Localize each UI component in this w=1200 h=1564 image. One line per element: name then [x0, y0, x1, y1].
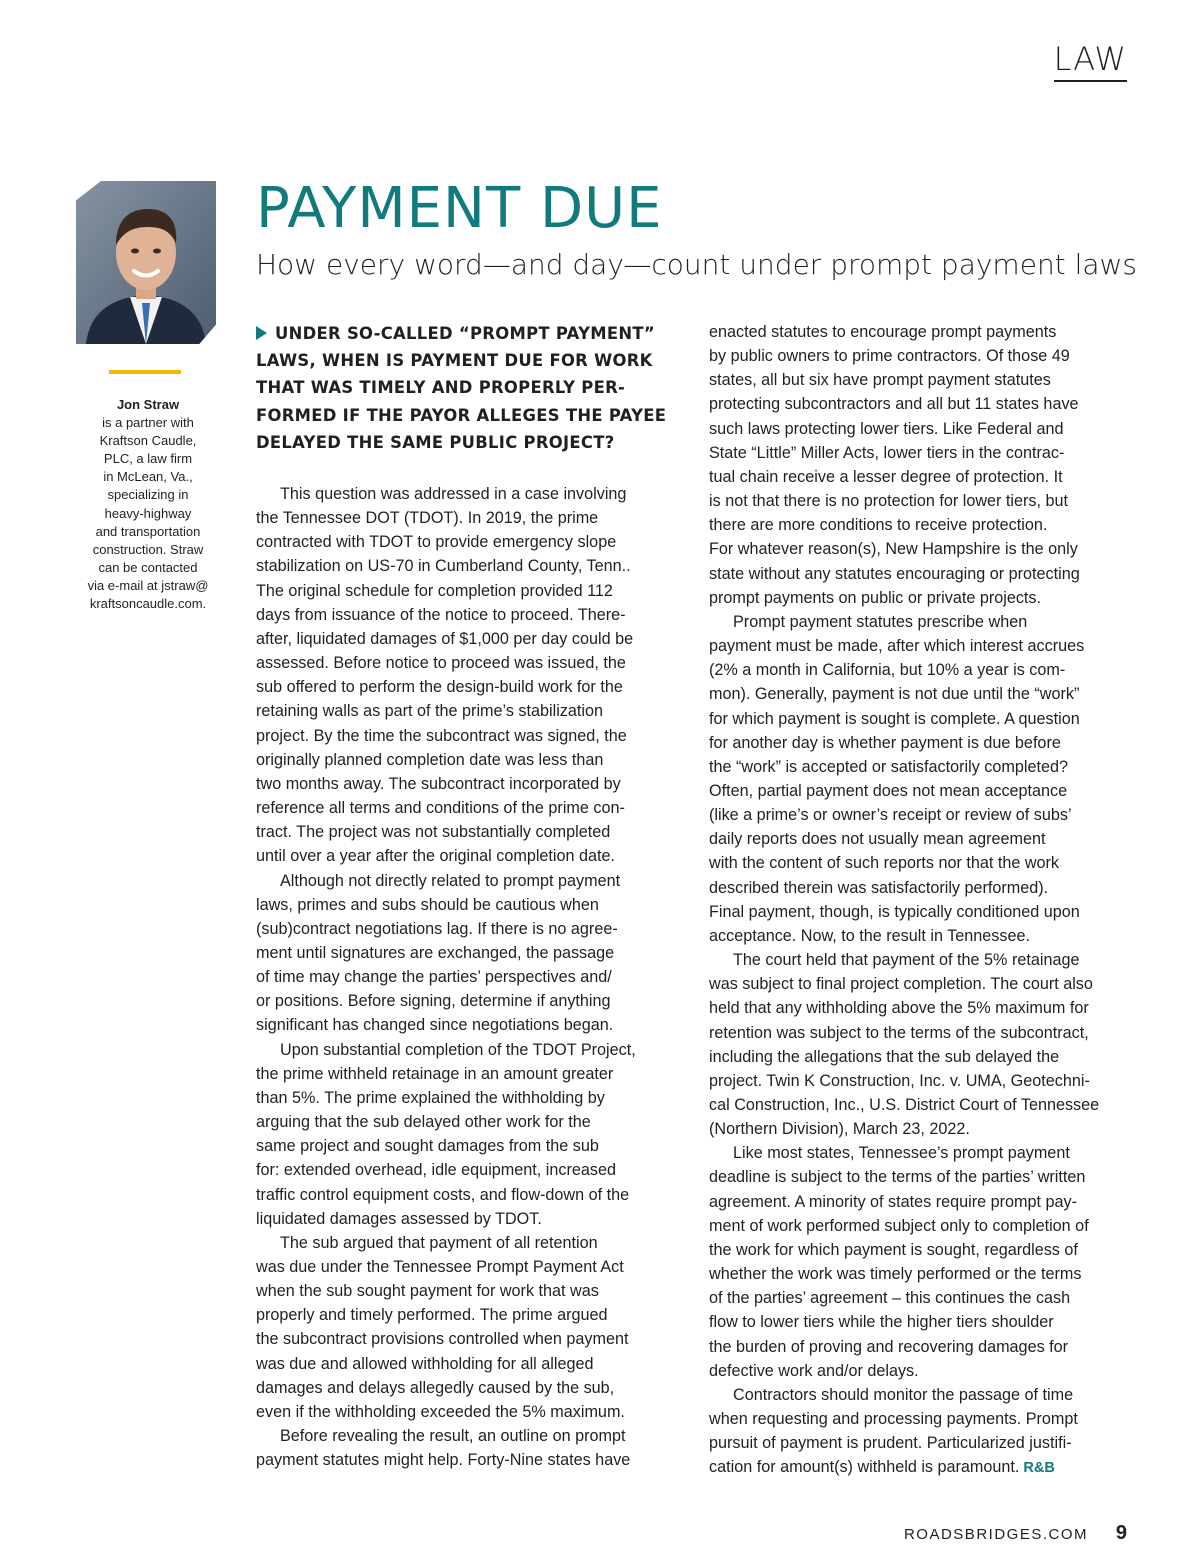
article-line: cal Construction, Inc., U.S. District Court of Tennessee — [709, 1096, 1100, 1114]
article-line: after, liquidated damages of $1,000 per day could be — [256, 629, 634, 648]
article-line: enacted statutes to encourage prompt payments — [709, 323, 1057, 341]
article-line: Final payment, though, is typically conditioned upon — [709, 902, 1080, 921]
article-line: contracted with TDOT to provide emergency slope — [256, 533, 617, 552]
article-line: The court held that payment of the 5% retainage — [733, 951, 1080, 970]
article-line: there are more conditions to receive protection. — [709, 516, 1048, 535]
article-line: when requesting and processing payments. Prompt — [709, 1410, 1078, 1429]
article-line: the subcontract provisions controlled when payment — [256, 1330, 629, 1349]
article-line: tual chain receive a lesser degree of protection. It — [709, 467, 1063, 486]
bio-line: construction. Straw — [92, 541, 204, 557]
play-arrow-icon — [256, 326, 267, 340]
article-line: was due and allowed withholding for all alleged — [256, 1354, 594, 1373]
article-line: ment of work performed subject only to completion of — [709, 1216, 1089, 1235]
lede — [256, 320, 676, 456]
article-line: (sub)contract negotiations lag. If there is no agree- — [256, 919, 618, 938]
article-line: reference all terms and conditions of the prime con- — [256, 799, 625, 818]
bio-line: is a partner with — [102, 415, 194, 431]
article-line: significant has changed since negotiations began. — [256, 1016, 614, 1035]
article-line: two months away. The subcontract incorporated by — [256, 774, 621, 793]
article-line: by public owners to prime contractors. Of those 49 — [709, 347, 1070, 366]
article-line: is not that there is no protection for lower tiers, but — [709, 492, 1069, 511]
article-line: the Tennessee DOT (TDOT). In 2019, the prime — [256, 509, 599, 528]
article-line: tract. The project was not substantially completed — [256, 823, 611, 842]
article-line: Although not directly related to prompt payment — [280, 871, 621, 890]
article-line: (Northern Division), March 23, 2022. — [709, 1120, 970, 1139]
article-line: originally planned completion date was less than — [256, 750, 604, 769]
article-line: (like a prime’s or owner’s receipt or review of subs’ — [709, 806, 1072, 825]
article-line: agreement. A minority of states require prompt pay- — [709, 1192, 1077, 1211]
article-line: sub offered to perform the design-build work for the — [256, 678, 623, 697]
article-line: of time may change the parties’ perspectives and/ — [256, 968, 612, 987]
article-line: retention was subject to the terms of the subcontract, — [709, 1023, 1089, 1042]
article-line: Upon substantial completion of the TDOT Project, — [280, 1040, 636, 1059]
article-line: even if the withholding exceeded the 5% maximum. — [256, 1402, 625, 1421]
article-line: project. Twin K Construction, Inc. v. UMA, Geotechni- — [709, 1071, 1090, 1090]
section-tag: LAW — [1054, 40, 1127, 82]
article-text-right — [709, 320, 1131, 1481]
article-line: Like most states, Tennessee’s prompt payment — [733, 1144, 1070, 1163]
author-bio — [70, 396, 226, 613]
article-line: liquidated damages assessed by TDOT. — [256, 1209, 542, 1228]
article-line: properly and timely performed. The prime argued — [256, 1306, 608, 1325]
article-line: the prime withheld retainage in an amount greater — [256, 1064, 614, 1083]
article-line: State “Little” Miller Acts, lower tiers in the contrac- — [709, 443, 1065, 462]
lede-line: FORMED IF THE PAYOR ALLEGES THE PAYEE — [256, 405, 667, 425]
article-line: the “work” is accepted or satisfactorily completed? — [709, 757, 1068, 776]
article-line: stabilization on US-70 in Cumberland County, Tenn.. — [256, 557, 631, 576]
bio-line: via e-mail at jstraw@ — [87, 577, 209, 593]
article-line: such laws protecting lower tiers. Like Federal and — [709, 419, 1064, 438]
author-photo — [76, 181, 216, 344]
article-line: held that any withholding above the 5% maximum for — [709, 999, 1089, 1018]
article-line: mon). Generally, payment is not due until the “work” — [709, 685, 1080, 704]
article-line: The original schedule for completion provided 112 — [256, 581, 613, 600]
article-line: laws, primes and subs should be cautious when — [256, 895, 599, 914]
article-line: described therein was satisfactorily performed). — [709, 878, 1049, 897]
sidebar-divider — [109, 370, 181, 374]
deck: How every word—and day—count under prompt payment laws — [256, 248, 1137, 281]
article-line: pursuit of payment is prudent. Particularized justifi- — [709, 1434, 1072, 1453]
article-line: cation for amount(s) withheld is paramount. R&B — [709, 1458, 1055, 1477]
article-line: until over a year after the original completion date. — [256, 847, 616, 866]
article-line: retaining walls as part of the prime’s stabilization — [256, 702, 604, 721]
end-mark: R&B — [1023, 1460, 1055, 1477]
bio-line: kraftsoncaudle.com. — [89, 596, 207, 612]
article-line: deadline is subject to the terms of the parties’ written — [709, 1168, 1086, 1187]
bio-line: PLC, a law firm — [103, 451, 193, 467]
article-column-left — [256, 320, 676, 1472]
article-line: with the content of such reports nor that the work — [709, 854, 1060, 873]
article-line: when the sub sought payment for work that was — [256, 1282, 599, 1301]
article-line: (2% a month in California, but 10% a year is com- — [709, 661, 1066, 680]
author-name: Jon Straw — [116, 397, 180, 412]
article-line: The sub argued that payment of all retention — [280, 1233, 598, 1252]
article-line: state without any statutes encouraging or protecting — [709, 564, 1080, 583]
article-line: the work for which payment is sought, regardless of — [709, 1240, 1078, 1259]
bio-line: in McLean, Va., — [103, 469, 193, 485]
article-line: whether the work was timely performed or the terms — [709, 1265, 1082, 1284]
lede-line: DELAYED THE SAME PUBLIC PROJECT? — [256, 432, 615, 452]
article-line: damages and delays allegedly caused by the sub, — [256, 1378, 615, 1397]
article-line: daily reports does not usually mean agreement — [709, 830, 1046, 849]
author-bio-text — [70, 414, 226, 613]
lede-line: THAT WAS TIMELY AND PROPERLY PER- — [256, 378, 626, 398]
article-line: For whatever reason(s), New Hampshire is the only — [709, 540, 1078, 559]
article-line: project. By the time the subcontract was signed, the — [256, 726, 627, 745]
bio-line: can be contacted — [98, 559, 198, 575]
bio-line: heavy-highway — [104, 505, 192, 521]
article-line: Prompt payment statutes prescribe when — [733, 612, 1028, 631]
article-line: was due under the Tennessee Prompt Payment Act — [256, 1258, 624, 1277]
article-line: or positions. Before signing, determine if anything — [256, 992, 611, 1011]
article-line: This question was addressed in a case involving — [280, 485, 627, 504]
article-line: Before revealing the result, an outline on prompt — [280, 1427, 626, 1446]
footer-site: ROADSBRIDGES.COM — [903, 1526, 1088, 1543]
article-line: for which payment is sought is complete. A question — [709, 709, 1080, 728]
bio-line: and transportation — [95, 523, 201, 539]
article-line: flow to lower tiers while the higher tiers shoulder — [709, 1313, 1054, 1332]
article-line: payment must be made, after which interest accrues — [709, 637, 1085, 656]
article-line: assessed. Before notice to proceed was issued, the — [256, 654, 626, 673]
article-line: payment statutes might help. Forty-Nine states have — [256, 1451, 631, 1470]
article-text-left — [256, 482, 676, 1472]
article-line: arguing that the sub delayed other work for the — [256, 1113, 591, 1132]
lede-line: LAWS, WHEN IS PAYMENT DUE FOR WORK — [256, 351, 653, 371]
article-line: acceptance. Now, to the result in Tennessee. — [709, 926, 1030, 945]
article-line: states, all but six have prompt payment statutes — [709, 371, 1051, 390]
article-line: traffic control equipment costs, and flow-down of the — [256, 1185, 630, 1204]
article-line: ment until signatures are exchanged, the passage — [256, 943, 615, 962]
article-line: for: extended overhead, idle equipment, increased — [256, 1161, 616, 1180]
page-number: 9 — [1115, 1522, 1127, 1544]
article-line: for another day is whether payment is due before — [709, 733, 1061, 752]
article-line: protecting subcontractors and all but 11 states have — [709, 395, 1079, 414]
article-line: same project and sought damages from the sub — [256, 1137, 599, 1156]
lede-line: UNDER SO-CALLED “PROMPT PAYMENT” — [256, 320, 676, 347]
article-line: Contractors should monitor the passage of time — [733, 1385, 1074, 1404]
article-line: days from issuance of the notice to proceed. There- — [256, 605, 626, 624]
article-line: was subject to final project completion. The court also — [709, 975, 1093, 994]
bio-line: Kraftson Caudle, — [99, 433, 197, 449]
article-line: the burden of proving and recovering damages for — [709, 1337, 1069, 1356]
article-line: defective work and/or delays. — [709, 1361, 919, 1380]
bio-line: specializing in — [107, 487, 189, 503]
article-line: including the allegations that the sub delayed the — [709, 1047, 1060, 1066]
article-column-right — [709, 320, 1131, 1481]
article-line: prompt payments on public or private projects. — [709, 588, 1042, 607]
article-line: than 5%. The prime explained the withholding by — [256, 1088, 605, 1107]
article-line: of the parties’ agreement – this continues the cash — [709, 1289, 1071, 1308]
headline: PAYMENT DUE — [256, 176, 663, 241]
article-line: Often, partial payment does not mean acceptance — [709, 781, 1068, 800]
